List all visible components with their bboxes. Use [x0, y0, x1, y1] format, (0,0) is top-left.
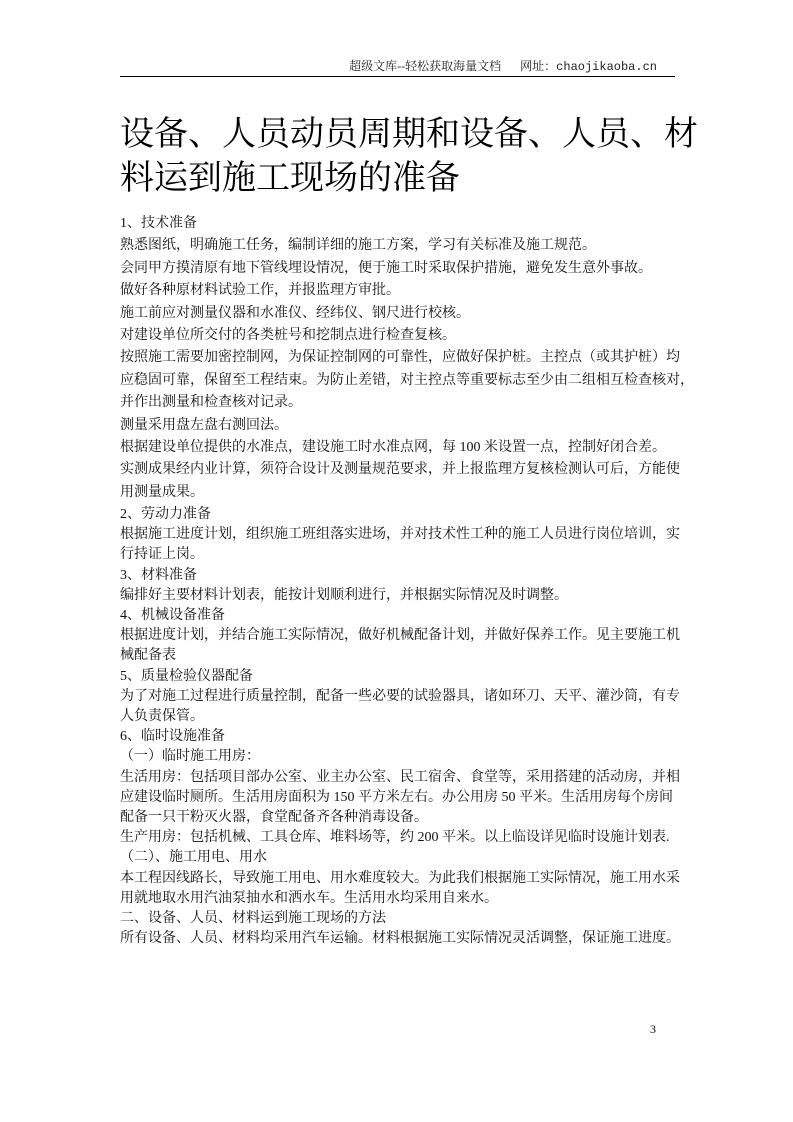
text-line: 熟悉图纸，明确施工任务，编制详细的施工方案，学习有关标准及施工规范。 [120, 238, 596, 254]
text-line: 本工程因线路长，导致施工用电、用水难度较大。为此我们根据施工实际情况，施工用水采 [120, 870, 680, 886]
text-line: 按照施工需要加密控制网，为保证控制网的可靠性，应做好保护桩。主控点（或其护桩）均 [120, 350, 680, 366]
text-line: 械配备表 [120, 648, 176, 664]
text-line: 用就地取水用汽油泵抽水和洒水车。生活用水均采用自来水。 [120, 890, 498, 906]
section-technical-prep [120, 213, 694, 504]
text-line: 6、临时设施准备 [120, 729, 225, 745]
text-line: 人负责保管。 [120, 709, 204, 725]
text-line: 行持证上岗。 [120, 547, 204, 563]
text-line: 1、技术准备 [120, 216, 197, 231]
title-line: 设备、人员动员周期和设备、人员、材 [120, 114, 698, 154]
text-line: 施工前应对测量仪器和水准仪、经纬仪、钢尺进行校核。 [120, 305, 470, 321]
document-title [120, 112, 698, 200]
header-url: 网址：chaojikaoba.cn [520, 60, 657, 74]
text-line: 为了对施工过程进行质量控制，配备一些必要的试验器具，诸如环刀、天平、灌沙筒，有专 [120, 688, 680, 704]
text-line: 4、机械设备准备 [120, 608, 225, 624]
text-line: 会同甲方摸清原有地下管线埋设情况，便于施工时采取保护措施，避免发生意外事故。 [120, 260, 652, 276]
text-line: （一）临时施工用房： [120, 749, 260, 765]
text-line: （二）、施工用电、用水 [120, 850, 267, 866]
text-line: 用测量成果。 [120, 484, 204, 500]
text-line: 应建设临时厕所。生活用房面积为 150 平方米左右。办公用房 50 平米。生活用房每个房间 [120, 789, 673, 805]
text-line: 5、质量检验仪器配备 [120, 668, 253, 684]
text-line: 根据施工进度计划，组织施工班组落实进场，并对技术性工种的施工人员进行岗位培训，实 [120, 527, 680, 543]
text-line: 二、设备、人员、材料运到施工现场的方法 [120, 911, 386, 927]
text-line: 生产用房：包括机械、工具仓库、堆料场等，约 200 平米。以上临设详见临时设施计划表. [120, 830, 670, 846]
text-line: 应稳固可靠，保留至工程结束。为防止差错，对主控点等重要标志至少由二组相互检查核对， [120, 372, 694, 388]
header-rule [120, 76, 675, 77]
page-number: 3 [650, 1022, 656, 1036]
header-site-name: 超级文库--轻松获取海量文档 [349, 59, 502, 73]
text-line: 实测成果经内业计算，须符合设计及测量规范要求，并上报监理方复核检测认可后，方能使 [120, 462, 680, 478]
section-other-prep [120, 505, 680, 949]
text-line: 根据进度计划，并结合施工实际情况，做好机械配备计划，并做好保养工作。见主要施工机 [120, 628, 680, 644]
page-header [349, 57, 657, 74]
text-line: 所有设备、人员、材料均采用汽车运输。材料根据施工实际情况灵活调整，保证施工进度。 [120, 931, 680, 947]
text-line: 2、劳动力准备 [120, 507, 211, 522]
text-line: 根据建设单位提供的水准点，建设施工时水准点网，每 100 米设置一点，控制好闭合差。 [120, 440, 666, 456]
text-line: 做好各种原材料试验工作，并报监理方审批。 [120, 283, 400, 299]
text-line: 对建设单位所交付的各类桩号和挖制点进行检查复核。 [120, 328, 456, 344]
title-line: 料运到施工现场的准备 [120, 158, 460, 198]
text-line: 配备一只干粉灭火器，食堂配备齐各种消毒设备。 [120, 810, 428, 826]
text-line: 并作出测量和检查核对记录。 [120, 395, 302, 411]
text-line: 生活用房：包括项目部办公室、业主办公室、民工宿舍、食堂等，采用搭建的活动房，并相 [120, 769, 680, 785]
text-line: 测量采用盘左盘右测回法。 [120, 417, 288, 433]
text-line: 编排好主要材料计划表，能按计划顺利进行，并根据实际情况及时调整。 [120, 587, 568, 603]
text-line: 3、材料准备 [120, 567, 197, 583]
